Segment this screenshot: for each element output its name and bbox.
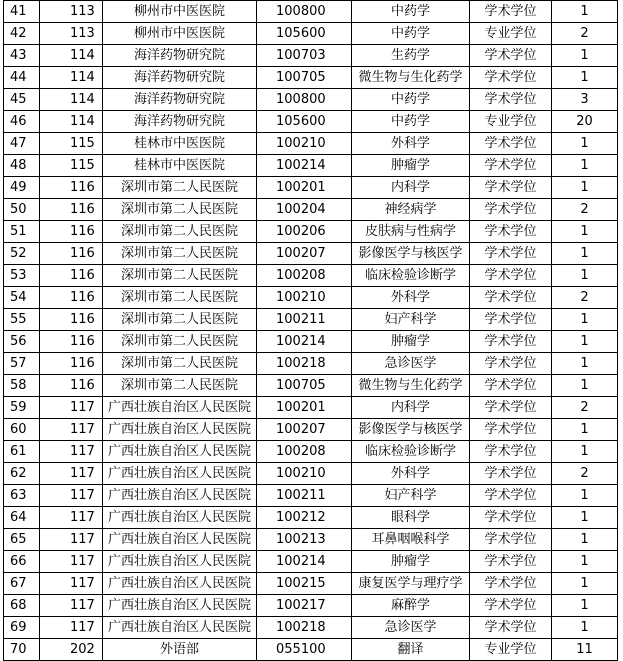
unit-name-cell: 桂林市中医医院	[103, 133, 257, 155]
quota-cell: 1	[552, 353, 618, 375]
unit-code-cell: 116	[40, 309, 103, 331]
row-index-cell: 67	[4, 573, 40, 595]
row-index-cell: 52	[4, 243, 40, 265]
degree-type-cell: 学术学位	[470, 617, 552, 639]
unit-code-cell: 117	[40, 595, 103, 617]
quota-cell: 1	[552, 441, 618, 463]
row-index-cell: 66	[4, 551, 40, 573]
major-name-cell: 妇产科学	[352, 485, 470, 507]
quota-cell: 20	[552, 111, 618, 133]
unit-code-cell: 117	[40, 397, 103, 419]
major-code-cell: 100208	[257, 441, 352, 463]
unit-code-cell: 115	[40, 133, 103, 155]
quota-cell: 1	[552, 595, 618, 617]
quota-cell: 1	[552, 485, 618, 507]
major-name-cell: 影像医学与核医学	[352, 243, 470, 265]
major-code-cell: 100800	[257, 1, 352, 23]
row-index-cell: 57	[4, 353, 40, 375]
major-name-cell: 肿瘤学	[352, 551, 470, 573]
unit-name-cell: 海洋药物研究院	[103, 67, 257, 89]
major-code-cell: 100800	[257, 89, 352, 111]
table-row	[4, 485, 618, 507]
major-name-cell: 内科学	[352, 177, 470, 199]
table-row	[4, 331, 618, 353]
major-name-cell: 生药学	[352, 45, 470, 67]
quota-cell: 2	[552, 199, 618, 221]
row-index-cell: 63	[4, 485, 40, 507]
enrollment-table	[3, 0, 618, 661]
degree-type-cell: 学术学位	[470, 507, 552, 529]
major-code-cell: 100218	[257, 617, 352, 639]
major-code-cell: 100201	[257, 177, 352, 199]
unit-code-cell: 116	[40, 287, 103, 309]
row-index-cell: 41	[4, 1, 40, 23]
table-row	[4, 617, 618, 639]
unit-code-cell: 117	[40, 573, 103, 595]
major-code-cell: 100217	[257, 595, 352, 617]
unit-code-cell: 116	[40, 243, 103, 265]
row-index-cell: 45	[4, 89, 40, 111]
unit-code-cell: 116	[40, 265, 103, 287]
quota-cell: 1	[552, 573, 618, 595]
row-index-cell: 46	[4, 111, 40, 133]
degree-type-cell: 学术学位	[470, 177, 552, 199]
quota-cell: 2	[552, 23, 618, 45]
major-name-cell: 中药学	[352, 111, 470, 133]
degree-type-cell: 学术学位	[470, 529, 552, 551]
unit-name-cell: 柳州市中医医院	[103, 1, 257, 23]
row-index-cell: 44	[4, 67, 40, 89]
row-index-cell: 55	[4, 309, 40, 331]
table-row	[4, 221, 618, 243]
major-name-cell: 临床检验诊断学	[352, 265, 470, 287]
table-row	[4, 89, 618, 111]
major-name-cell: 眼科学	[352, 507, 470, 529]
major-code-cell: 100204	[257, 199, 352, 221]
unit-name-cell: 深圳市第二人民医院	[103, 375, 257, 397]
quota-cell: 1	[552, 133, 618, 155]
unit-code-cell: 114	[40, 89, 103, 111]
table-row	[4, 639, 618, 661]
major-name-cell: 妇产科学	[352, 309, 470, 331]
degree-type-cell: 学术学位	[470, 551, 552, 573]
table-row	[4, 419, 618, 441]
major-name-cell: 麻醉学	[352, 595, 470, 617]
quota-cell: 1	[552, 551, 618, 573]
unit-code-cell: 117	[40, 507, 103, 529]
unit-name-cell: 海洋药物研究院	[103, 89, 257, 111]
table-row	[4, 463, 618, 485]
quota-cell: 1	[552, 155, 618, 177]
unit-name-cell: 桂林市中医医院	[103, 155, 257, 177]
unit-code-cell: 114	[40, 111, 103, 133]
major-name-cell: 临床检验诊断学	[352, 441, 470, 463]
quota-cell: 1	[552, 221, 618, 243]
major-name-cell: 康复医学与理疗学	[352, 573, 470, 595]
table-row	[4, 45, 618, 67]
unit-name-cell: 深圳市第二人民医院	[103, 287, 257, 309]
unit-name-cell: 深圳市第二人民医院	[103, 353, 257, 375]
major-name-cell: 中药学	[352, 23, 470, 45]
unit-name-cell: 广西壮族自治区人民医院	[103, 617, 257, 639]
row-index-cell: 54	[4, 287, 40, 309]
table-row	[4, 155, 618, 177]
major-code-cell: 100201	[257, 397, 352, 419]
table-body	[4, 1, 618, 661]
degree-type-cell: 学术学位	[470, 397, 552, 419]
quota-cell: 3	[552, 89, 618, 111]
degree-type-cell: 学术学位	[470, 155, 552, 177]
row-index-cell: 61	[4, 441, 40, 463]
unit-name-cell: 深圳市第二人民医院	[103, 221, 257, 243]
table-row	[4, 67, 618, 89]
degree-type-cell: 学术学位	[470, 441, 552, 463]
major-code-cell: 100705	[257, 375, 352, 397]
unit-name-cell: 广西壮族自治区人民医院	[103, 595, 257, 617]
table-row	[4, 551, 618, 573]
row-index-cell: 70	[4, 639, 40, 661]
degree-type-cell: 学术学位	[470, 463, 552, 485]
major-name-cell: 急诊医学	[352, 353, 470, 375]
major-code-cell: 100703	[257, 45, 352, 67]
quota-cell: 1	[552, 265, 618, 287]
unit-name-cell: 广西壮族自治区人民医院	[103, 529, 257, 551]
degree-type-cell: 学术学位	[470, 243, 552, 265]
major-code-cell: 100218	[257, 353, 352, 375]
major-code-cell: 100211	[257, 309, 352, 331]
unit-code-cell: 116	[40, 177, 103, 199]
degree-type-cell: 学术学位	[470, 265, 552, 287]
unit-code-cell: 116	[40, 375, 103, 397]
major-code-cell: 100210	[257, 133, 352, 155]
table-row	[4, 309, 618, 331]
table-row	[4, 177, 618, 199]
unit-code-cell: 114	[40, 45, 103, 67]
table-row	[4, 573, 618, 595]
major-code-cell: 100214	[257, 551, 352, 573]
quota-cell: 1	[552, 507, 618, 529]
major-name-cell: 耳鼻咽喉科学	[352, 529, 470, 551]
unit-code-cell: 116	[40, 221, 103, 243]
major-code-cell: 100208	[257, 265, 352, 287]
major-name-cell: 影像医学与核医学	[352, 419, 470, 441]
quota-cell: 1	[552, 67, 618, 89]
major-code-cell: 100211	[257, 485, 352, 507]
major-name-cell: 微生物与生化药学	[352, 67, 470, 89]
unit-code-cell: 117	[40, 617, 103, 639]
major-code-cell: 100705	[257, 67, 352, 89]
major-code-cell: 100212	[257, 507, 352, 529]
major-code-cell: 100207	[257, 243, 352, 265]
quota-cell: 1	[552, 529, 618, 551]
quota-cell: 1	[552, 419, 618, 441]
degree-type-cell: 专业学位	[470, 111, 552, 133]
major-name-cell: 外科学	[352, 133, 470, 155]
unit-code-cell: 117	[40, 529, 103, 551]
row-index-cell: 64	[4, 507, 40, 529]
major-code-cell: 100210	[257, 463, 352, 485]
major-name-cell: 肿瘤学	[352, 331, 470, 353]
unit-name-cell: 深圳市第二人民医院	[103, 265, 257, 287]
unit-code-cell: 117	[40, 441, 103, 463]
table-row	[4, 243, 618, 265]
row-index-cell: 68	[4, 595, 40, 617]
major-name-cell: 中药学	[352, 89, 470, 111]
unit-name-cell: 广西壮族自治区人民医院	[103, 507, 257, 529]
row-index-cell: 49	[4, 177, 40, 199]
unit-code-cell: 117	[40, 551, 103, 573]
row-index-cell: 51	[4, 221, 40, 243]
major-code-cell: 100213	[257, 529, 352, 551]
major-code-cell: 100207	[257, 419, 352, 441]
unit-name-cell: 广西壮族自治区人民医院	[103, 397, 257, 419]
quota-cell: 1	[552, 309, 618, 331]
degree-type-cell: 学术学位	[470, 331, 552, 353]
row-index-cell: 59	[4, 397, 40, 419]
major-name-cell: 肿瘤学	[352, 155, 470, 177]
unit-code-cell: 117	[40, 419, 103, 441]
row-index-cell: 56	[4, 331, 40, 353]
table-row	[4, 133, 618, 155]
table-row	[4, 375, 618, 397]
degree-type-cell: 学术学位	[470, 287, 552, 309]
quota-cell: 1	[552, 243, 618, 265]
degree-type-cell: 学术学位	[470, 485, 552, 507]
row-index-cell: 62	[4, 463, 40, 485]
unit-name-cell: 深圳市第二人民医院	[103, 243, 257, 265]
quota-cell: 1	[552, 45, 618, 67]
table-row	[4, 529, 618, 551]
major-name-cell: 外科学	[352, 287, 470, 309]
major-code-cell: 105600	[257, 111, 352, 133]
quota-cell: 2	[552, 287, 618, 309]
degree-type-cell: 学术学位	[470, 89, 552, 111]
row-index-cell: 69	[4, 617, 40, 639]
quota-cell: 1	[552, 177, 618, 199]
quota-cell: 1	[552, 331, 618, 353]
unit-code-cell: 114	[40, 67, 103, 89]
degree-type-cell: 学术学位	[470, 573, 552, 595]
unit-code-cell: 113	[40, 1, 103, 23]
unit-name-cell: 海洋药物研究院	[103, 111, 257, 133]
major-name-cell: 皮肤病与性病学	[352, 221, 470, 243]
quota-cell: 1	[552, 617, 618, 639]
major-name-cell: 中药学	[352, 1, 470, 23]
unit-name-cell: 柳州市中医医院	[103, 23, 257, 45]
table-row	[4, 441, 618, 463]
degree-type-cell: 学术学位	[470, 199, 552, 221]
table-row	[4, 595, 618, 617]
major-name-cell: 内科学	[352, 397, 470, 419]
unit-code-cell: 117	[40, 485, 103, 507]
row-index-cell: 53	[4, 265, 40, 287]
quota-cell: 11	[552, 639, 618, 661]
major-code-cell: 105600	[257, 23, 352, 45]
degree-type-cell: 学术学位	[470, 133, 552, 155]
major-name-cell: 神经病学	[352, 199, 470, 221]
unit-name-cell: 广西壮族自治区人民医院	[103, 485, 257, 507]
unit-name-cell: 广西壮族自治区人民医院	[103, 441, 257, 463]
unit-code-cell: 116	[40, 199, 103, 221]
major-code-cell: 055100	[257, 639, 352, 661]
unit-name-cell: 广西壮族自治区人民医院	[103, 551, 257, 573]
quota-cell: 2	[552, 463, 618, 485]
unit-name-cell: 深圳市第二人民医院	[103, 177, 257, 199]
table-row	[4, 287, 618, 309]
row-index-cell: 60	[4, 419, 40, 441]
quota-cell: 1	[552, 1, 618, 23]
unit-name-cell: 深圳市第二人民医院	[103, 309, 257, 331]
unit-code-cell: 115	[40, 155, 103, 177]
quota-cell: 2	[552, 397, 618, 419]
table-row	[4, 265, 618, 287]
unit-code-cell: 116	[40, 331, 103, 353]
unit-code-cell: 117	[40, 463, 103, 485]
unit-name-cell: 深圳市第二人民医院	[103, 331, 257, 353]
unit-name-cell: 深圳市第二人民医院	[103, 199, 257, 221]
table-row	[4, 397, 618, 419]
degree-type-cell: 专业学位	[470, 639, 552, 661]
major-code-cell: 100215	[257, 573, 352, 595]
major-name-cell: 外科学	[352, 463, 470, 485]
row-index-cell: 43	[4, 45, 40, 67]
unit-name-cell: 海洋药物研究院	[103, 45, 257, 67]
degree-type-cell: 学术学位	[470, 595, 552, 617]
degree-type-cell: 学术学位	[470, 45, 552, 67]
table-row	[4, 199, 618, 221]
major-code-cell: 100214	[257, 331, 352, 353]
major-code-cell: 100210	[257, 287, 352, 309]
table-row	[4, 111, 618, 133]
unit-code-cell: 113	[40, 23, 103, 45]
major-name-cell: 急诊医学	[352, 617, 470, 639]
major-name-cell: 翻译	[352, 639, 470, 661]
degree-type-cell: 专业学位	[470, 23, 552, 45]
row-index-cell: 58	[4, 375, 40, 397]
row-index-cell: 50	[4, 199, 40, 221]
unit-name-cell: 外语部	[103, 639, 257, 661]
table-row	[4, 507, 618, 529]
unit-name-cell: 广西壮族自治区人民医院	[103, 463, 257, 485]
unit-code-cell: 202	[40, 639, 103, 661]
degree-type-cell: 学术学位	[470, 309, 552, 331]
row-index-cell: 47	[4, 133, 40, 155]
row-index-cell: 48	[4, 155, 40, 177]
major-code-cell: 100206	[257, 221, 352, 243]
degree-type-cell: 学术学位	[470, 375, 552, 397]
unit-name-cell: 广西壮族自治区人民医院	[103, 573, 257, 595]
unit-code-cell: 116	[40, 353, 103, 375]
major-code-cell: 100214	[257, 155, 352, 177]
degree-type-cell: 学术学位	[470, 419, 552, 441]
degree-type-cell: 学术学位	[470, 353, 552, 375]
unit-name-cell: 广西壮族自治区人民医院	[103, 419, 257, 441]
degree-type-cell: 学术学位	[470, 221, 552, 243]
table-row	[4, 353, 618, 375]
row-index-cell: 42	[4, 23, 40, 45]
major-name-cell: 微生物与生化药学	[352, 375, 470, 397]
degree-type-cell: 学术学位	[470, 1, 552, 23]
table-row	[4, 23, 618, 45]
table-row	[4, 1, 618, 23]
quota-cell: 1	[552, 375, 618, 397]
row-index-cell: 65	[4, 529, 40, 551]
degree-type-cell: 学术学位	[470, 67, 552, 89]
